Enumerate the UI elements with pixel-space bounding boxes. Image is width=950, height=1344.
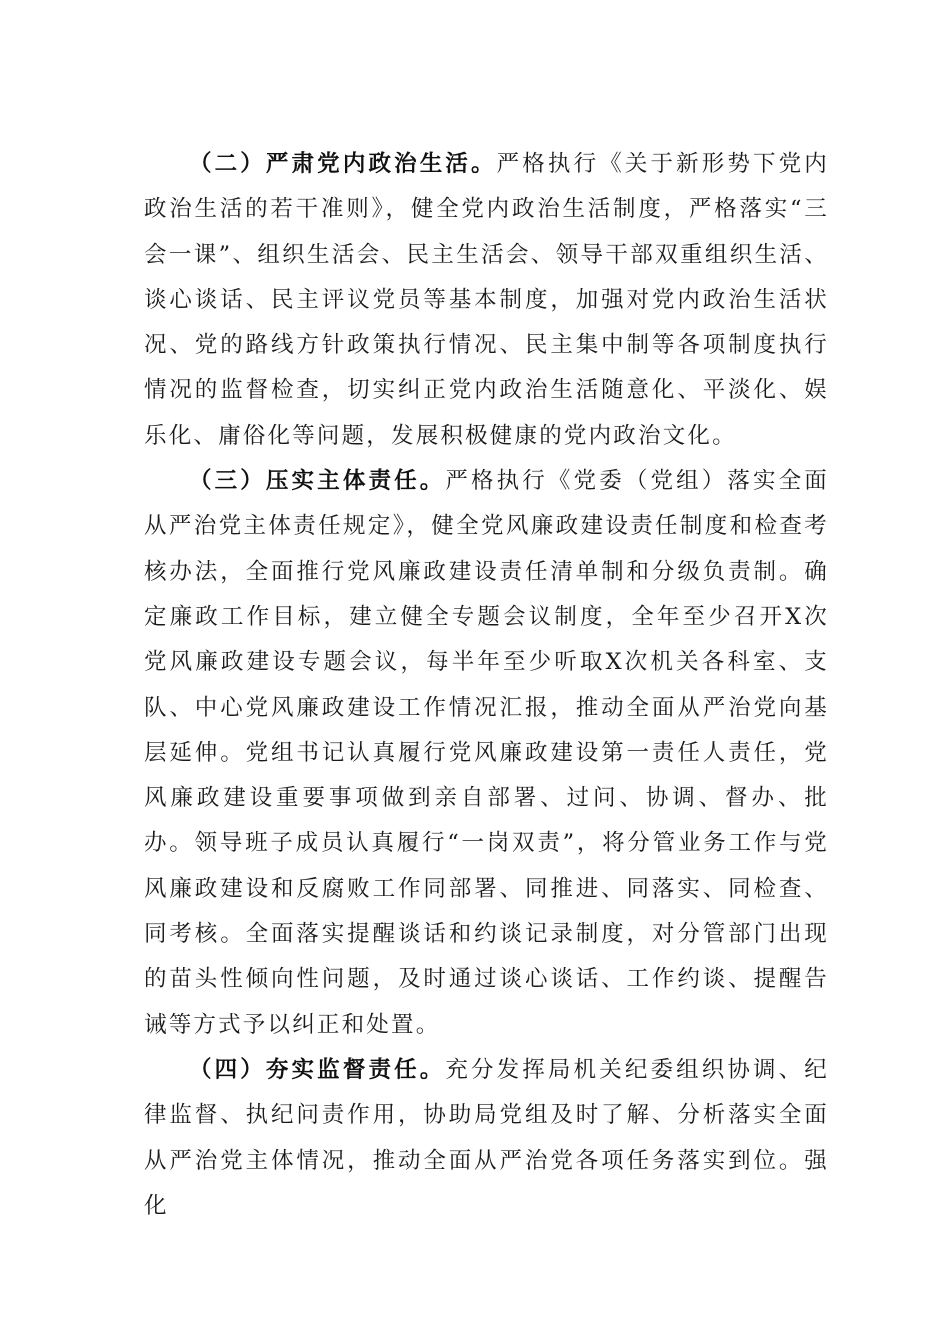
document-body	[144, 142, 829, 1229]
paragraph-heading: （四）夯实监督责任。	[189, 1056, 446, 1083]
paragraph-supervision-responsibility	[144, 1048, 829, 1229]
paragraph-text: 严格执行《党委（党组）落实全面从严治党主体责任规定》，健全党风廉政建设责任制度和检查考核办法，全面推行党风廉政建设责任清单制和分级负责制。确定廉政工作目标，建立健全专题会议制度，全年至少召开X次党风廉政建设专题会议，每半年至少听取X次机关各科室、支队、中心党风廉政建设工作情况汇报，推动全面从严治党向基层延伸。党组书记认真履行党风廉政建设第一责任人责任，党风廉政建设重要事项做到亲自部署、过问、协调、督办、批办。领导班子成员认真履行“一岗双责”，将分管业务工作与党风廉政建设和反腐败工作同部署、同推进、同落实、同检查、同考核。全面落实提醒谈话和约谈记录制度，对分管部门出现的苗头性倾向性问题，及时通过谈心谈话、工作约谈、提醒告诫等方式予以纠正和处置。	[144, 468, 829, 1038]
paragraph-text: 严格执行《关于新形势下党内政治生活的若干准则》，健全党内政治生活制度，严格落实“三会一课”、组织生活会、民主生活会、领导干部双重组织生活、谈心谈话、民主评议党员等基本制度，加强对党内政治生活状况、党的路线方针政策执行情况、民主集中制等各项制度执行情况的监督检查，切实纠正党内政治生活随意化、平淡化、娱乐化、庸俗化等问题，发展积极健康的党内政治文化。	[144, 151, 829, 449]
paragraph-political-life	[144, 142, 829, 459]
paragraph-heading: （三）压实主体责任。	[189, 468, 446, 495]
paragraph-text: 充分发挥局机关纪委组织协调、纪律监督、执纪问责作用，协助局党组及时了解、分析落实全面从严治党主体情况，推动全面从严治党各项任务落实到位。强化	[144, 1056, 829, 1219]
paragraph-main-responsibility	[144, 459, 829, 1048]
paragraph-heading: （二）严肃党内政治生活。	[189, 151, 497, 177]
